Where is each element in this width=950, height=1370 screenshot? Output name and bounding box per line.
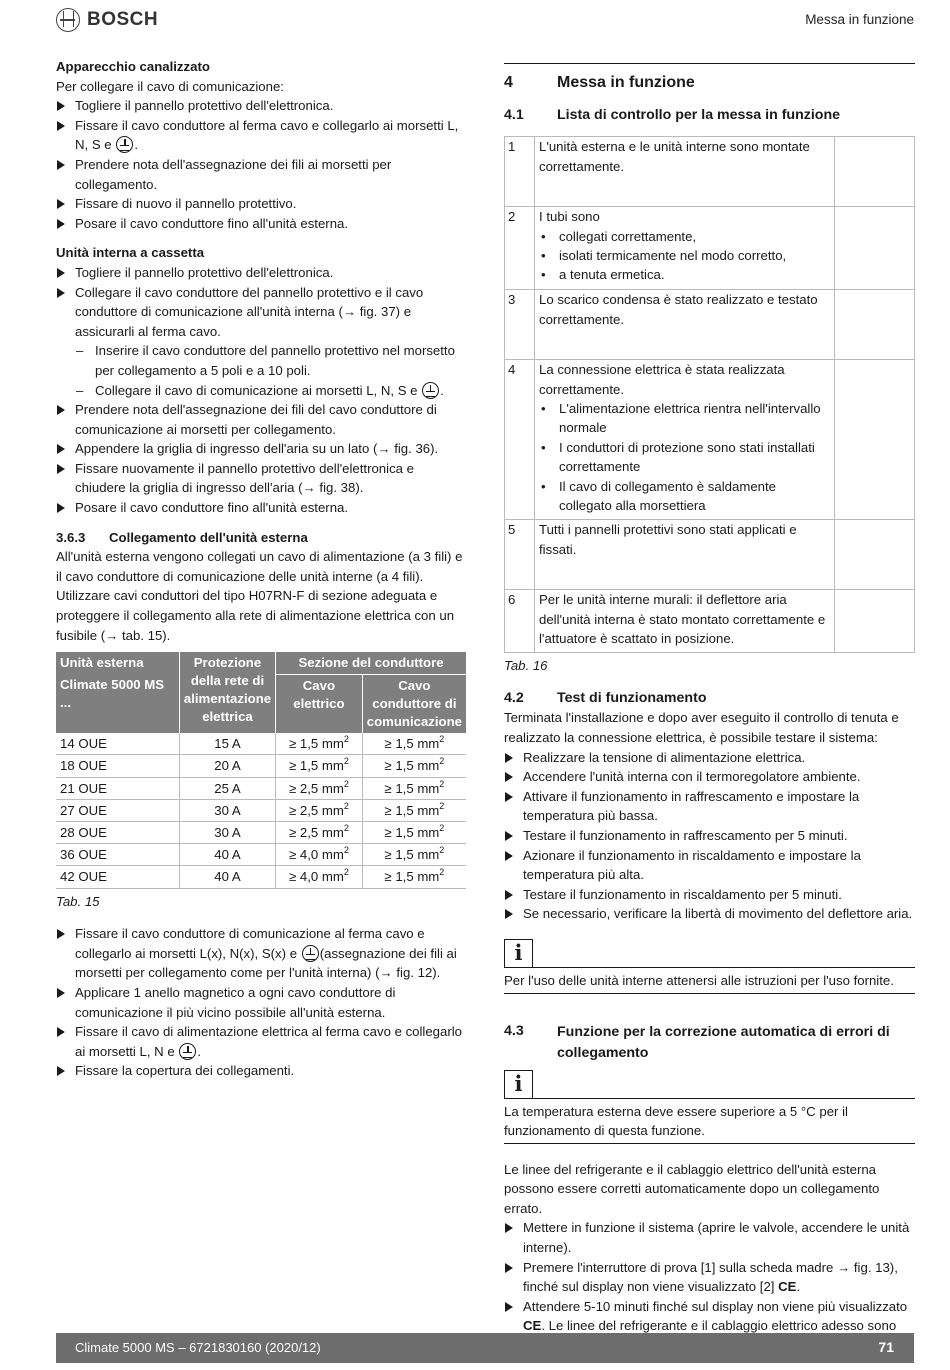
table-row	[56, 866, 466, 888]
section-number: 4.2	[504, 689, 524, 706]
cell-value: ≥ 1,5 mm	[384, 847, 440, 863]
row-text	[535, 137, 835, 207]
cell-comm-section	[362, 755, 466, 777]
info-box-2	[504, 1070, 915, 1099]
superscript: 2	[439, 734, 445, 745]
row-statement: La connessione elettrica è stata realizzata correttamente.	[539, 362, 785, 397]
table-row	[56, 844, 466, 866]
cell-protection: 20 A	[179, 755, 275, 777]
list-cassetta-2	[56, 400, 466, 518]
checklist-row	[505, 590, 915, 653]
superscript: 2	[439, 845, 445, 856]
chapter-number: 4	[504, 74, 513, 91]
display-code: CE	[523, 1318, 542, 1334]
col-header-protection: Protezione della rete di alimentazione elettrica	[179, 652, 275, 733]
bosch-logo	[56, 8, 158, 32]
item-text: .	[796, 1279, 801, 1295]
chapter-heading-4	[504, 63, 915, 93]
cell-value: ≥ 1,5 mm	[288, 758, 344, 774]
cell-protection: 15 A	[179, 733, 275, 755]
superscript: 2	[439, 867, 445, 878]
superscript: 2	[343, 800, 349, 811]
table-row	[56, 755, 466, 777]
item-text: (assegnazione dei fili ai morsetti per collegamento come per l'unità interna) (→ fig. 12).	[75, 945, 457, 981]
bullet-item: • collegati correttamente,	[539, 227, 830, 246]
row-number: 5	[505, 520, 535, 590]
bullet-item: • isolati termicamente nel modo corretto,	[539, 246, 830, 265]
list-item: Posare il cavo conduttore fino all'unità esterna.	[56, 214, 466, 234]
list-item: Prendere nota dell'assegnazione dei fili del cavo conduttore di comunicazione ai morsetti per collegamento.	[56, 400, 466, 439]
cell-comm-section	[362, 822, 466, 844]
cell-comm-section	[362, 777, 466, 799]
table-caption: Tab. 15	[56, 893, 100, 909]
item-text: .	[197, 1043, 202, 1059]
footer-doc-id: Climate 5000 MS – 6721830160 (2020/12)	[75, 1340, 321, 1355]
list-item: Prendere nota dell'assegnazione dei fili ai morsetti per collegamento.	[56, 155, 466, 194]
item-text: . Le linee del refrigerante e il cablaggio elettrico adesso sono	[541, 1318, 897, 1334]
section-heading-3-6-3	[56, 528, 466, 548]
superscript: 2	[343, 734, 349, 745]
cell-value: ≥ 1,5 mm	[384, 758, 440, 774]
checklist-row	[505, 207, 915, 290]
footer-bar	[56, 1333, 914, 1363]
cell-unit: 28 OUE	[56, 822, 179, 844]
cell-unit: 21 OUE	[56, 777, 179, 799]
bullet-item: • a tenuta ermetica.	[539, 265, 830, 284]
list-item: Fissare il cavo conduttore al ferma cavo e collegarlo ai morsetti L, N, S e .	[56, 116, 466, 155]
superscript: 2	[343, 867, 349, 878]
section-heading-4-3	[504, 1022, 915, 1064]
cell-protection: 40 A	[179, 844, 275, 866]
col-header-unit: Unità esterna Climate 5000 MS ...	[56, 652, 179, 733]
item-text: Premere l'interruttore di prova [1] sulla scheda madre → fig. 13), finché sul display non viene visualizzato [2]	[523, 1259, 898, 1295]
row-text	[535, 360, 835, 520]
row-statement: Per le unità interne murali: il deflettore aria dell'unità interna è stato montato correttamente e l'attuatore è scattato in posizione.	[539, 592, 826, 646]
superscript: 2	[439, 778, 445, 789]
row-text	[535, 207, 835, 290]
row-text	[535, 520, 835, 590]
ground-icon	[302, 945, 319, 962]
ground-icon	[422, 382, 439, 399]
bullet-list	[539, 227, 830, 285]
list-item: Togliere il pannello protettivo dell'elettronica.	[56, 96, 466, 116]
section-heading-4-2	[504, 689, 915, 709]
list-item	[56, 1022, 466, 1061]
superscript: 2	[343, 756, 349, 767]
cell-unit: 18 OUE	[56, 755, 179, 777]
table-row	[56, 733, 466, 755]
superscript: 2	[343, 823, 349, 834]
cell-value: ≥ 2,5 mm	[288, 802, 344, 818]
cell-unit: 36 OUE	[56, 844, 179, 866]
item-text: Mettere in funzione il sistema (aprire le valvole, accendere le unità interne).	[523, 1220, 910, 1256]
table-15-body	[56, 733, 466, 888]
bullet-item: • I conduttori di protezione sono stati installati correttamente	[539, 438, 830, 477]
list-cassetta	[56, 263, 466, 341]
bullet-item: • Il cavo di collegamento è saldamente collegato alla morsettiera	[539, 477, 830, 516]
checklist-row	[505, 520, 915, 590]
item-text: Fissare il cavo di alimentazione elettrica al ferma cavo e collegarlo ai morsetti L, N e	[75, 1024, 463, 1059]
cell-value: ≥ 1,5 mm	[384, 825, 440, 841]
list-item: Attivare il funzionamento in raffrescamento e impostare la temperatura più bassa.	[504, 787, 915, 826]
check-cell	[835, 137, 915, 207]
list-item	[504, 1258, 915, 1297]
cell-protection: 30 A	[179, 799, 275, 821]
list-canalizzato	[56, 96, 466, 233]
list-item: Accendere l'unità interna con il termoregolatore ambiente.	[504, 767, 915, 787]
intro-canalizzato: Per collegare il cavo di comunicazione:	[56, 78, 284, 94]
item-text: Applicare 1 anello magnetico a ogni cavo conduttore di comunicazione il più vicino possibile all'unità esterna.	[75, 985, 396, 1020]
bosch-armature-icon	[56, 8, 80, 32]
cell-unit: 42 OUE	[56, 866, 179, 888]
col-header-comm-cable: Cavo conduttore di comunicazione	[362, 675, 466, 734]
row-statement: Lo scarico condensa è stato realizzato e testato correttamente.	[539, 292, 818, 327]
brand-name: BOSCH	[87, 9, 159, 31]
bullet-list	[539, 399, 830, 515]
superscript: 2	[439, 823, 445, 834]
list-item	[504, 1218, 915, 1257]
page-number: 71	[878, 1339, 894, 1355]
info-text-2: La temperatura esterna deve essere superiore a 5 °C per il funzionamento di questa funzione.	[504, 1099, 915, 1144]
list-item: Togliere il pannello protettivo dell'elettronica.	[56, 263, 466, 283]
checklist-row	[505, 290, 915, 360]
cell-value: ≥ 4,0 mm	[288, 847, 344, 863]
check-cell	[835, 360, 915, 520]
dash-list-cassetta	[56, 341, 466, 400]
table-caption: Tab. 16	[504, 658, 548, 674]
superscript: 2	[343, 845, 349, 856]
section-paragraph: All'unità esterna vengono collegati un cavo di alimentazione (a 3 fili) e il cavo conduttore di comunicazione delle unità interne (a 4 fili). Utilizzare cavi conduttori del tipo H07RN-F di sezione adeguata e proteggere il collegamento alla rete di alimentazione elettrica con un fusibile (→ tab. 15).	[56, 549, 463, 643]
row-text	[535, 590, 835, 653]
table-row	[56, 777, 466, 799]
info-icon: i	[504, 1070, 533, 1099]
item-text: Attendere 5-10 minuti finché sul display non viene più visualizzato	[523, 1298, 908, 1314]
check-cell	[835, 290, 915, 360]
chapter-title: Messa in funzione	[557, 74, 695, 91]
table-16	[504, 136, 915, 653]
cell-value: ≥ 1,5 mm	[384, 802, 440, 818]
list-item	[56, 1061, 466, 1081]
cell-value: ≥ 1,5 mm	[384, 869, 440, 885]
list-esterna	[56, 924, 466, 1081]
heading-cassetta: Unità interna a cassetta	[56, 245, 205, 261]
section-title: Lista di controllo per la messa in funzione	[557, 106, 841, 123]
cell-power-section	[276, 822, 363, 844]
row-statement: I tubi sono	[539, 209, 600, 225]
section-heading-4-1	[504, 106, 915, 126]
check-cell	[835, 590, 915, 653]
cell-value: ≥ 1,5 mm	[384, 780, 440, 796]
table-row	[56, 822, 466, 844]
list-item: Fissare di nuovo il pannello protettivo.	[56, 194, 466, 214]
ground-icon	[116, 136, 133, 153]
left-column	[56, 57, 466, 1081]
col-header-power-cable: Cavo elettrico	[276, 675, 363, 734]
list-item: Collegare il cavo conduttore del pannello protettivo e il cavo conduttore di comunicazione all'unità interna (→ fig. 37) e assicurarli al ferma cavo.	[56, 283, 466, 342]
info-icon: i	[504, 939, 533, 968]
row-number: 6	[505, 590, 535, 653]
cell-power-section	[276, 733, 363, 755]
info-box-1	[504, 939, 915, 968]
row-number: 2	[505, 207, 535, 290]
right-column	[504, 63, 915, 1356]
cell-protection: 40 A	[179, 866, 275, 888]
row-number: 1	[505, 137, 535, 207]
table-16-body	[505, 137, 915, 653]
cell-comm-section	[362, 866, 466, 888]
item-text: Fissare la copertura dei collegamenti.	[75, 1063, 295, 1079]
section-number: 4.1	[504, 106, 524, 123]
cell-unit: 14 OUE	[56, 733, 179, 755]
cell-comm-section	[362, 799, 466, 821]
list-item	[56, 983, 466, 1022]
cell-unit: 27 OUE	[56, 799, 179, 821]
superscript: 2	[343, 778, 349, 789]
list-item: Se necessario, verificare la libertà di movimento del deflettore aria.	[504, 904, 915, 924]
list-item: Testare il funzionamento in riscaldamento per 5 minuti.	[504, 885, 915, 905]
info-text-1: Per l'uso delle unità interne attenersi alle istruzioni per l'uso fornite.	[504, 968, 915, 994]
cell-power-section	[276, 755, 363, 777]
table-15	[56, 652, 466, 888]
row-statement: L'unità esterna e le unità interne sono montate correttamente.	[539, 139, 810, 174]
ground-icon	[179, 1043, 196, 1060]
superscript: 2	[439, 756, 445, 767]
bullet-item: • L'alimentazione elettrica rientra nell'intervallo normale	[539, 399, 830, 438]
list-item: – Collegare il cavo di comunicazione ai morsetti L, N, S e .	[56, 381, 466, 401]
display-code: CE	[778, 1279, 797, 1295]
table-row	[56, 799, 466, 821]
row-number: 4	[505, 360, 535, 520]
cell-value: ≥ 1,5 mm	[384, 736, 440, 752]
list-item: Testare il funzionamento in raffrescamento per 5 minuti.	[504, 826, 915, 846]
check-cell	[835, 207, 915, 290]
section-number: 3.6.3	[56, 529, 86, 545]
checklist-row	[505, 137, 915, 207]
paragraph-4-3: Le linee del refrigerante e il cablaggio elettrico dell'unità esterna possono essere corretti automaticamente dopo un collegamento errato.	[504, 1161, 880, 1216]
cell-comm-section	[362, 844, 466, 866]
check-cell	[835, 520, 915, 590]
cell-value: ≥ 4,0 mm	[288, 869, 344, 885]
list-4-2	[504, 748, 915, 924]
section-number: 4.3	[504, 1022, 524, 1039]
cell-protection: 30 A	[179, 822, 275, 844]
cell-value: ≥ 2,5 mm	[288, 825, 344, 841]
list-item: Realizzare la tensione di alimentazione elettrica.	[504, 748, 915, 768]
list-item: Fissare nuovamente il pannello protettivo dell'elettronica e chiudere la griglia di ingresso dell'aria (→ fig. 38).	[56, 459, 466, 498]
cell-power-section	[276, 799, 363, 821]
cell-value: ≥ 1,5 mm	[288, 736, 344, 752]
section-title: Collegamento dell'unità esterna	[109, 529, 308, 545]
item-text: Fissare il cavo conduttore di comunicazione al ferma cavo e collegarlo ai morsetti L(x), N(x), S(x) e	[75, 926, 425, 961]
cell-power-section	[276, 866, 363, 888]
list-item: Posare il cavo conduttore fino all'unità esterna.	[56, 498, 466, 518]
paragraph-4-2: Terminata l'installazione e dopo aver eseguito il controllo di tenuta e realizzato la connessione elettrica, è possibile testare il sistema:	[504, 710, 899, 745]
cell-comm-section	[362, 733, 466, 755]
heading-canalizzato: Apparecchio canalizzato	[56, 59, 210, 74]
col-header-section: Sezione del conduttore	[276, 652, 466, 675]
list-item: Azionare il funzionamento in riscaldamento e impostare la temperatura più alta.	[504, 846, 915, 885]
cell-power-section	[276, 777, 363, 799]
row-text	[535, 290, 835, 360]
cell-protection: 25 A	[179, 777, 275, 799]
cell-power-section	[276, 844, 363, 866]
list-item: – Inserire il cavo conduttore del pannello protettivo nel morsetto per collegamento a 5 poli e a 10 poli.	[56, 341, 466, 380]
superscript: 2	[439, 800, 445, 811]
checklist-row	[505, 360, 915, 520]
cell-value: ≥ 2,5 mm	[288, 780, 344, 796]
row-number: 3	[505, 290, 535, 360]
section-title: Messa in funzione	[805, 12, 914, 27]
list-item: Appendere la griglia di ingresso dell'aria su un lato (→ fig. 36).	[56, 439, 466, 459]
section-title: Test di funzionamento	[557, 689, 707, 706]
row-statement: Tutti i pannelli protettivi sono stati applicati e fissati.	[539, 522, 797, 557]
section-title: Funzione per la correzione automatica di errori di collegamento	[557, 1023, 890, 1061]
list-item	[56, 924, 466, 983]
